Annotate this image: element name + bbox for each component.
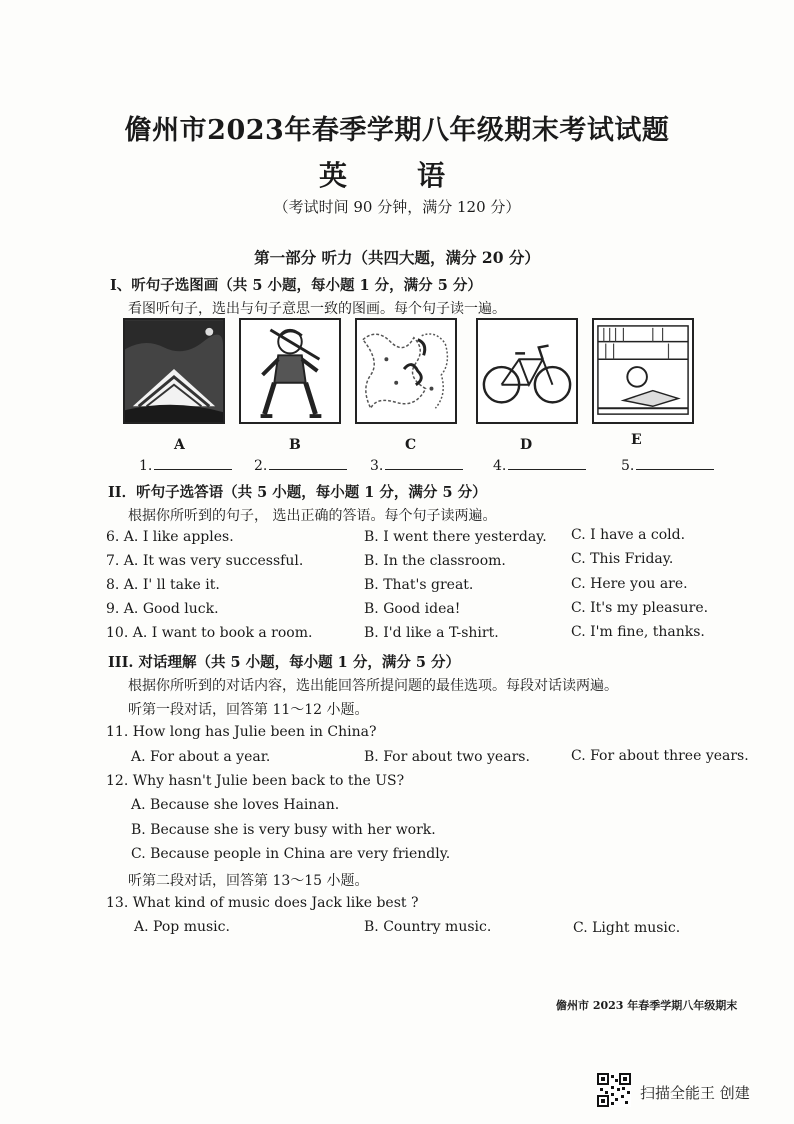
picture-b (239, 318, 341, 424)
tent-icon (125, 320, 223, 422)
section2-title: II．听句子选答语（共 5 小题，每小题 1 分，满分 5 分） (108, 484, 487, 501)
q9-option-c: C. It's my pleasure. (571, 600, 709, 616)
q6-option-b: B. I went there yesterday. (364, 529, 547, 545)
answer-blank-2[interactable]: 2. (254, 457, 347, 474)
q8-option-b: B. That's great. (364, 577, 474, 593)
q7-option-c: C. This Friday. (571, 551, 674, 567)
q6-option-a: 6. A. I like apples. (106, 529, 234, 545)
q9-option-b: B. Good idea! (364, 601, 461, 617)
picture-label-b: B (289, 437, 301, 453)
picture-label-d: D (520, 437, 533, 453)
picture-label-e: E (631, 432, 642, 448)
q11-option-b: B. For about two years. (364, 749, 530, 765)
picture-e (592, 318, 694, 424)
q8-option-c: C. Here you are. (571, 576, 688, 592)
answer-blank-3[interactable]: 3. (370, 457, 463, 474)
exam-title: 儋州市2023年春季学期八年级期末考试试题 (124, 115, 670, 146)
part1-title: 第一部分 听力（共四大题，满分 20 分） (254, 248, 540, 267)
q6-option-c: C. I have a cold. (571, 527, 686, 543)
q7-option-b: B. In the classroom. (364, 553, 506, 569)
picture-a (123, 318, 225, 424)
reading-icon (594, 320, 692, 422)
q10-option-c: C. I'm fine, thanks. (571, 624, 705, 640)
section1-instruction: 看图听句子，选出与句子意思一致的图画。每个句子读一遍。 (128, 301, 506, 317)
dialog2-instruction: 听第二段对话，回答第 13～15 小题。 (128, 873, 369, 889)
q11-option-c: C. For about three years. (571, 748, 749, 764)
monkey-king-icon (241, 320, 339, 422)
section3-title: III. 对话理解（共 5 小题，每小题 1 分，满分 5 分） (108, 654, 460, 671)
section3-instruction: 根据你所听到的对话内容，选出能回答所提问题的最佳选项。每段对话读两遍。 (128, 678, 618, 694)
time-note: （考试时间 90 分钟，满分 120 分） (273, 198, 521, 216)
q12-option-a: A. Because she loves Hainan. (131, 797, 340, 813)
running-footer: 儋州市 2023 年春季学期八年级期末 (556, 999, 738, 1012)
q13-option-a: A. Pop music. (134, 919, 230, 935)
subject-title: 英语 (318, 159, 515, 192)
q10-option-a: 10. A. I want to book a room. (106, 625, 313, 641)
map-icon (357, 320, 455, 422)
q8-option-a: 8. A. I' ll take it. (106, 577, 220, 593)
answer-blank-1[interactable]: 1. (139, 457, 232, 474)
q9-option-a: 9. A. Good luck. (106, 601, 219, 617)
q7-option-a: 7. A. It was very successful. (106, 553, 304, 569)
scanner-brand: 扫描全能王 创建 (640, 1084, 750, 1102)
bicycle-icon (478, 320, 576, 422)
qr-code-icon (597, 1073, 631, 1107)
q13-option-b: B. Country music. (364, 919, 492, 935)
answer-blank-4[interactable]: 4. (493, 457, 586, 474)
q12-stem: 12. Why hasn't Julie been back to the US? (106, 773, 405, 789)
q12-option-c: C. Because people in China are very friendly. (131, 846, 451, 862)
section1-title: I、听句子选图画（共 5 小题，每小题 1 分，满分 5 分） (110, 277, 482, 294)
q12-option-b: B. Because she is very busy with her work. (131, 822, 436, 838)
picture-label-a: A (174, 437, 185, 453)
picture-label-c: C (405, 437, 417, 453)
q13-stem: 13. What kind of music does Jack like best ? (106, 895, 419, 911)
q13-option-c: C. Light music. (573, 920, 681, 936)
section2-instruction: 根据你所听到的句子， 选出正确的答语。每个句子读两遍。 (128, 508, 497, 524)
dialog1-instruction: 听第一段对话，回答第 11～12 小题。 (128, 702, 369, 718)
picture-c (355, 318, 457, 424)
q11-option-a: A. For about a year. (131, 749, 271, 765)
q11-stem: 11. How long has Julie been in China? (106, 724, 377, 740)
q10-option-b: B. I'd like a T-shirt. (364, 625, 499, 641)
picture-d (476, 318, 578, 424)
answer-blank-5[interactable]: 5. (621, 457, 714, 474)
